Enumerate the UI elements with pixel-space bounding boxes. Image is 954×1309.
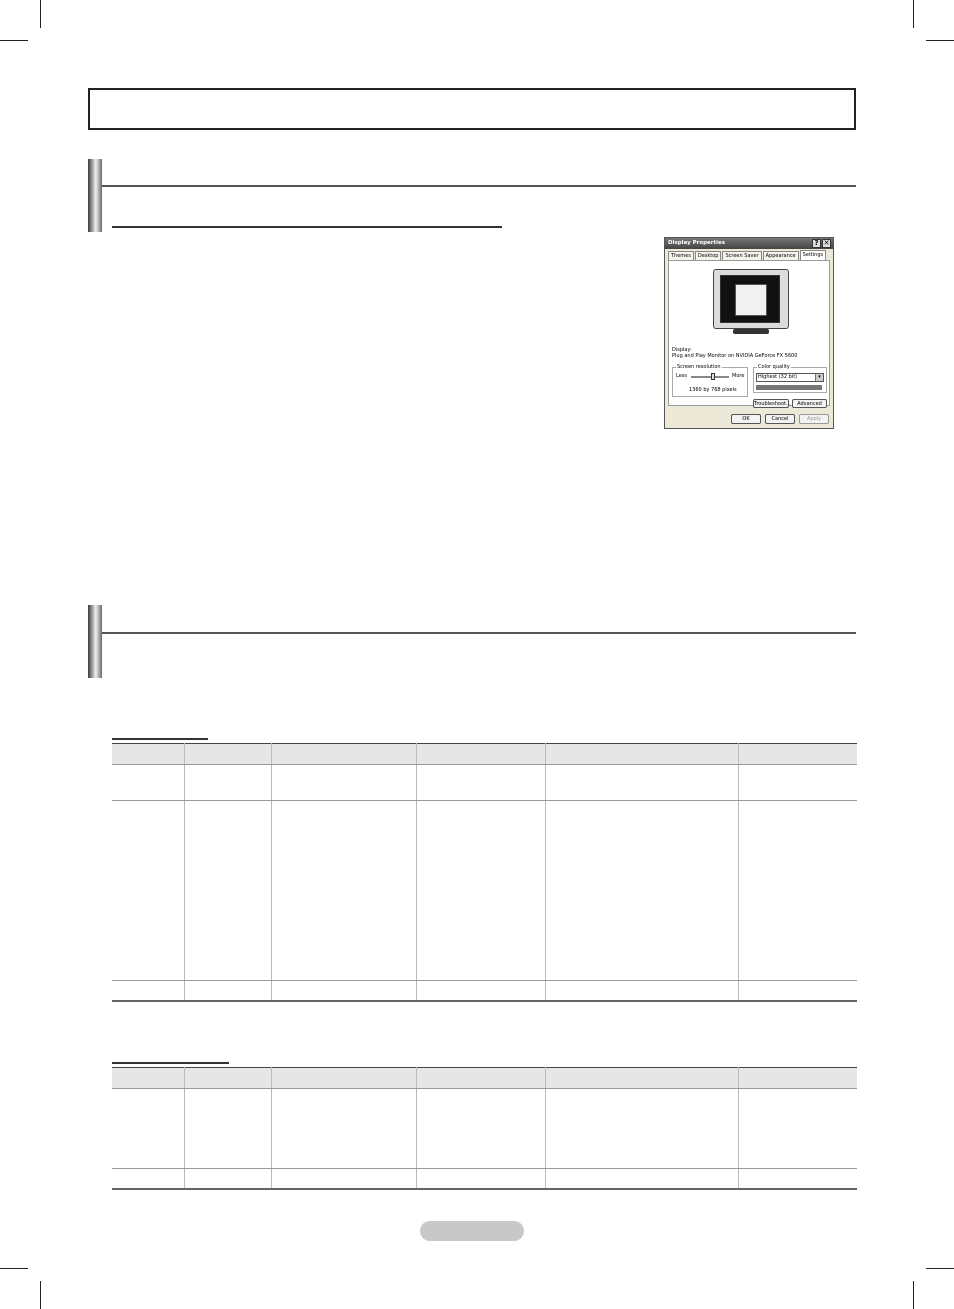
color-quality-select[interactable]: [756, 373, 824, 382]
table-header-cell: [271, 1068, 416, 1089]
resolution-less-label: Less: [676, 373, 687, 379]
table-cell: [112, 1169, 184, 1189]
table-header-cell: [545, 1068, 738, 1089]
table-cell: [545, 1089, 738, 1169]
table-cell: [271, 801, 416, 981]
table-header-cell: [112, 744, 184, 765]
monitor-screen: [720, 275, 780, 323]
table-row: [112, 765, 857, 801]
resolution-value: 1360 by 768 pixels: [689, 387, 737, 393]
crop-mark: [40, 1281, 41, 1309]
table-row: [112, 801, 857, 981]
table-cell: [184, 765, 271, 801]
tab-screen-saver[interactable]: Screen Saver: [722, 251, 761, 260]
crop-mark: [0, 40, 28, 41]
table-cell: [545, 765, 738, 801]
monitor-window-preview: [735, 284, 767, 316]
close-icon[interactable]: ✕: [823, 239, 830, 247]
table-row: [112, 1169, 857, 1189]
color-quality-group: [753, 364, 827, 393]
crop-mark: [40, 0, 41, 28]
chevron-down-icon[interactable]: ▾: [815, 374, 823, 381]
troubleshoot-button[interactable]: Troubleshoot...: [754, 401, 791, 407]
table-cell: [271, 1089, 416, 1169]
page-number-badge: [420, 1221, 524, 1241]
page-title-box: [88, 88, 856, 130]
screen-resolution-group: [672, 364, 748, 397]
screen-resolution-legend: Screen resolution: [677, 364, 721, 370]
table-cell: [271, 981, 416, 1001]
display-properties-dialog: [664, 237, 834, 429]
crop-mark: [926, 1268, 954, 1269]
table-cell: [112, 801, 184, 981]
table-heading-underline: [112, 1062, 229, 1064]
section-rule: [102, 185, 856, 187]
tab-themes[interactable]: Themes: [668, 251, 694, 260]
section-rule: [102, 632, 856, 634]
table-header-cell: [738, 744, 857, 765]
crop-mark: [913, 1281, 914, 1309]
resolution-slider-thumb[interactable]: [711, 373, 715, 380]
tab-appearance[interactable]: Appearance: [763, 251, 799, 260]
table-cell: [545, 801, 738, 981]
color-quality-legend: Color quality: [758, 364, 790, 370]
table-header-cell: [416, 1068, 545, 1089]
table-cell: [416, 801, 545, 981]
display-label: Display:: [672, 347, 692, 353]
section-marker: [88, 159, 102, 232]
table-header-cell: [184, 744, 271, 765]
monitor-bezel: [713, 269, 789, 329]
table-header-cell: [271, 744, 416, 765]
dialog-tabs: [668, 251, 830, 260]
table-header-cell: [416, 744, 545, 765]
crop-mark: [0, 1268, 28, 1269]
table-cell: [738, 981, 857, 1001]
table-cell: [738, 1089, 857, 1169]
mode-table: [112, 1067, 857, 1190]
table-cell: [112, 981, 184, 1001]
table-cell: [545, 981, 738, 1001]
display-value: Plug and Play Monitor on NVIDIA GeForce FX 5600: [672, 353, 798, 359]
table-cell: [184, 1169, 271, 1189]
table-cell: [738, 765, 857, 801]
color-quality-preview-bar: [756, 385, 822, 390]
monitor-stand: [733, 329, 769, 334]
resolution-more-label: More: [732, 373, 745, 379]
table-cell: [738, 801, 857, 981]
tab-desktop[interactable]: Desktop: [695, 251, 722, 260]
dialog-title: Display Properties: [668, 240, 726, 246]
table-cell: [416, 981, 545, 1001]
ok-button[interactable]: OK: [731, 414, 761, 424]
advanced-button[interactable]: Advanced: [792, 399, 827, 408]
table-header-cell: [184, 1068, 271, 1089]
subsection-underline: [112, 226, 502, 228]
table-cell: [184, 981, 271, 1001]
table-header-cell: [738, 1068, 857, 1089]
help-icon[interactable]: ?: [812, 239, 821, 248]
apply-button[interactable]: Apply: [799, 414, 829, 424]
table-cell: [416, 1089, 545, 1169]
dialog-title-bar: [665, 238, 833, 249]
monitor-icon: [713, 269, 789, 331]
table-cell: [271, 765, 416, 801]
table-row: [112, 981, 857, 1001]
table-header-cell: [112, 1068, 184, 1089]
crop-mark: [926, 40, 954, 41]
table-cell: [112, 1089, 184, 1169]
crop-mark: [913, 0, 914, 28]
table-cell: [416, 1169, 545, 1189]
cancel-button[interactable]: Cancel: [765, 414, 795, 424]
settings-panel: [668, 260, 830, 406]
table-cell: [184, 801, 271, 981]
table-cell: [416, 765, 545, 801]
table-heading-underline: [112, 738, 208, 740]
table-cell: [738, 1169, 857, 1189]
resolution-slider-track[interactable]: [691, 376, 729, 378]
table-cell: [112, 765, 184, 801]
table-header-row: [112, 744, 857, 765]
section-marker: [88, 605, 102, 678]
table-header-cell: [545, 744, 738, 765]
mode-table: [112, 743, 857, 1002]
tab-settings[interactable]: Settings: [800, 250, 827, 260]
table-row: [112, 1089, 857, 1169]
table-header-row: [112, 1068, 857, 1089]
table-cell: [271, 1169, 416, 1189]
table-cell: [545, 1169, 738, 1189]
table-cell: [184, 1089, 271, 1169]
color-quality-value: Highest (32 bit): [758, 374, 798, 380]
